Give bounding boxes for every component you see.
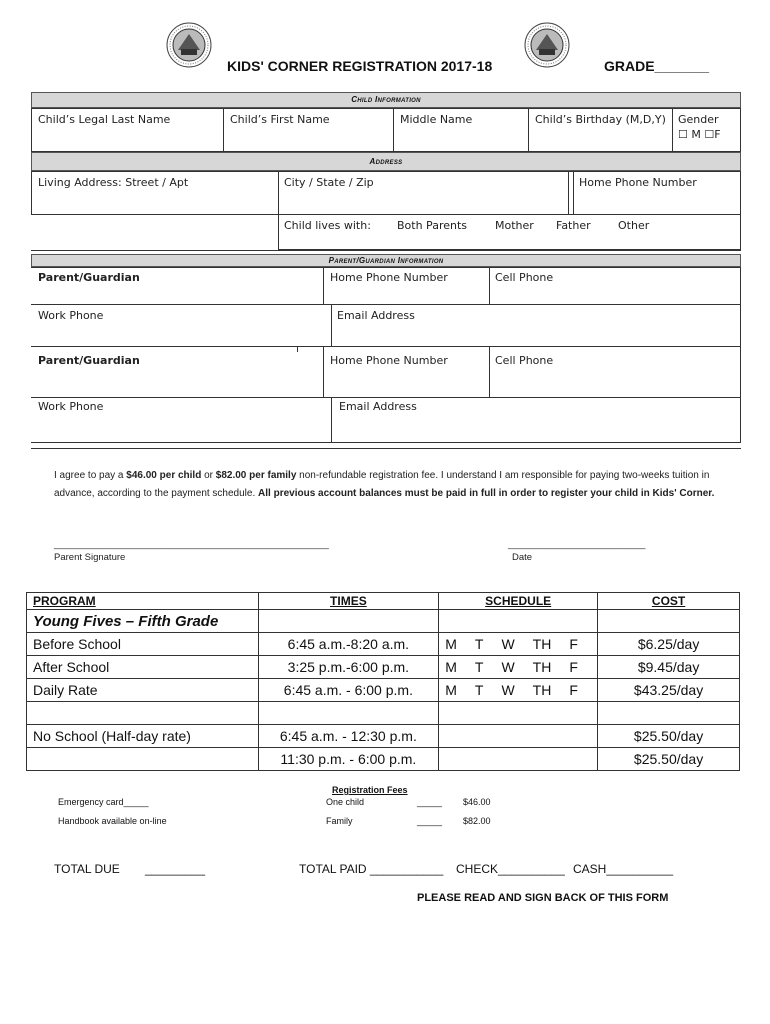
guardian-2-email[interactable]: Email Address [339,400,417,413]
guardian-1-email[interactable]: Email Address [337,309,415,322]
both-parents-option[interactable]: Both Parents [397,219,468,232]
gender-checkboxes[interactable]: ☐ M ☐F [678,128,721,141]
father-option[interactable]: Father [556,219,591,232]
schedule-days[interactable]: M T W TH F [445,659,578,675]
one-child-blank[interactable]: _____ [417,797,443,807]
schedule-days[interactable]: M T W TH F [445,682,578,698]
schedule-header: SCHEDULE [439,593,598,610]
child-first-name-field[interactable]: Child’s First Name [230,113,330,126]
schedule-days[interactable]: M T W TH F [445,636,578,652]
guardian-2-home-phone[interactable]: Home Phone Number [330,354,448,367]
family-blank[interactable]: _____ [417,816,443,826]
birthday-field[interactable]: Child’s Birthday (M,D,Y) [535,113,666,126]
other-option[interactable]: Other [618,219,650,232]
program-cost: $9.45/day [598,656,740,679]
program-name: After School [27,656,259,679]
guardian-1-work-phone[interactable]: Work Phone [38,309,104,322]
family-amount: $82.00 [463,816,491,826]
table-row [27,748,740,771]
program-time: 11:30 p.m. - 6:00 p.m. [258,748,439,771]
grade-field[interactable]: GRADE_______ [604,58,710,74]
cash-field[interactable]: CASH__________ [573,862,674,876]
program-time: 6:45 a.m.-8:20 a.m. [258,633,439,656]
program-table [26,592,740,771]
program-name: No School (Half-day rate) [27,725,259,748]
group-title: Young Fives – Fifth Grade [27,610,259,633]
handbook-note: Handbook available on-line [58,816,167,826]
guardian-2-cell-phone[interactable]: Cell Phone [495,354,554,367]
one-child-amount: $46.00 [463,797,491,807]
program-time: 6:45 a.m. - 6:00 p.m. [258,679,439,702]
city-state-zip-field[interactable]: City / State / Zip [284,176,374,189]
mother-option[interactable]: Mother [495,219,534,232]
school-seal-icon [166,22,212,68]
parent-guardian-2-field[interactable]: Parent/Guardian [38,354,140,367]
gender-label: Gender [678,113,719,126]
school-seal-icon [524,22,570,68]
guardian-1-home-phone[interactable]: Home Phone Number [330,271,448,284]
program-cost: $6.25/day [598,633,740,656]
program-time: 3:25 p.m.-6:00 p.m. [258,656,439,679]
table-row [27,679,740,702]
table-row [27,725,740,748]
middle-name-field[interactable]: Middle Name [400,113,473,126]
family-label: Family [326,816,353,826]
parent-signature-label: Parent Signature [54,552,126,563]
guardian-1-cell-phone[interactable]: Cell Phone [495,271,554,284]
home-phone-field[interactable]: Home Phone Number [579,176,697,189]
agreement-paragraph: I agree to pay a $46.00 per child or $82.00 per family non-refundable registration fee. I understand I am responsible for paying two-weeks tuition in advance, according to the payment schedule. All previous account balances must be paid in full in order to register your child in Kids' Corner. [54,470,715,499]
total-due-label: TOTAL DUE [54,862,120,876]
total-paid-field[interactable]: TOTAL PAID ___________ [299,862,444,876]
parent-guardian-1-field[interactable]: Parent/Guardian [38,271,140,284]
program-time: 6:45 a.m. - 12:30 p.m. [258,725,439,748]
program-name: Before School [27,633,259,656]
registration-fees-title: Registration Fees [332,785,408,795]
guardian-header: Parent/Guardian Information [31,254,741,267]
cost-header: COST [598,593,740,610]
table-row [27,633,740,656]
living-address-field[interactable]: Living Address: Street / Apt [38,176,189,189]
child-last-name-field[interactable]: Child’s Legal Last Name [38,113,171,126]
program-header: PROGRAM [27,593,259,610]
program-name: Daily Rate [27,679,259,702]
footer-note: PLEASE READ AND SIGN BACK OF THIS FORM [417,892,669,904]
date-label: Date [512,552,533,563]
lives-with-label: Child lives with: [284,219,371,232]
form-title: KIDS' CORNER REGISTRATION 2017-18 [227,58,493,74]
address-header: Address [31,152,741,171]
child-information-header: Child Information [31,92,741,108]
signature-line[interactable]: ____________________________________________________ [54,539,329,550]
program-cost: $25.50/day [598,748,740,771]
program-cost: $43.25/day [598,679,740,702]
date-line[interactable]: __________________________ [508,539,646,550]
total-due-field[interactable]: _________ [145,862,206,876]
times-header: TIMES [258,593,439,610]
check-field[interactable]: CHECK__________ [456,862,565,876]
guardian-2-work-phone[interactable]: Work Phone [38,400,104,413]
emergency-card-field[interactable]: Emergency card_____ [58,797,149,807]
table-row [27,656,740,679]
one-child-label: One child [326,797,365,807]
program-cost: $25.50/day [598,725,740,748]
